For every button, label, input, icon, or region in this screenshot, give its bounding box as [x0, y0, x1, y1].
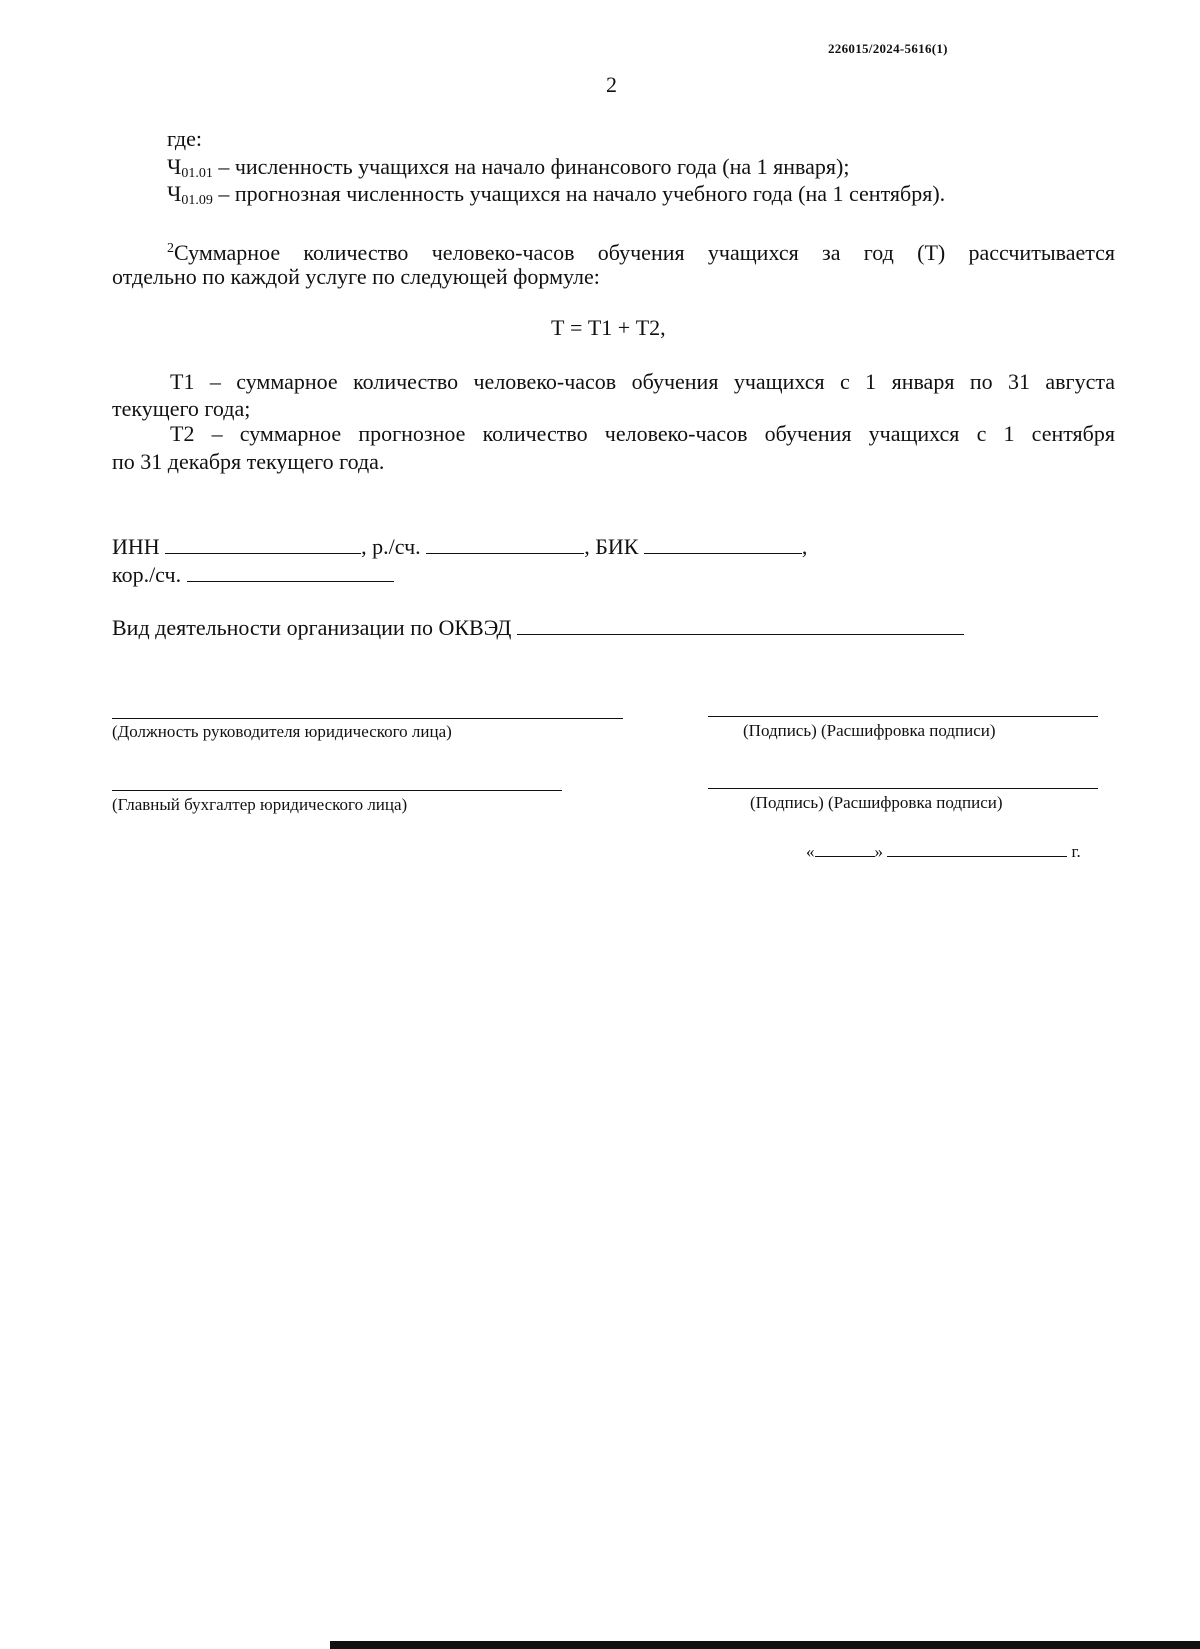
account-label: , р./сч.	[361, 534, 421, 559]
where-label: где:	[167, 126, 202, 151]
definition-subscript: 01.01	[181, 166, 213, 181]
accountant-signature-line[interactable]	[708, 788, 1098, 789]
definition-subscript: 01.09	[181, 193, 213, 208]
term-t2-line-1: Т2 – суммарное прогнозное количество человеко-часов обучения учащихся с 1 сентября	[170, 421, 1115, 446]
okved-label: Вид деятельности организации по ОКВЭД	[112, 615, 512, 640]
okved-field[interactable]	[517, 616, 964, 635]
date-line	[806, 842, 1081, 862]
term-t2-line-2: по 31 декабря текущего года.	[112, 449, 385, 474]
accountant-signature-caption: (Подпись) (Расшифровка подписи)	[750, 793, 1003, 812]
corr-account-field[interactable]	[187, 563, 394, 582]
account-field[interactable]	[426, 535, 584, 554]
corr-account-label: кор./сч.	[112, 562, 182, 587]
day-field[interactable]	[815, 842, 875, 857]
bik-field[interactable]	[644, 535, 802, 554]
definition-text: – численность учащихся на начало финансового года (на 1 января);	[212, 154, 850, 179]
bank-details-line	[112, 533, 807, 561]
footnote-line-2: отдельно по каждой услуге по следующей формуле:	[112, 264, 600, 289]
accountant-line[interactable]	[112, 790, 562, 791]
date-open-quote: «	[806, 842, 815, 861]
definition-text: – прогнозная численность учащихся на начало учебного года (на 1 сентября).	[212, 181, 946, 206]
trailing-comma: ,	[801, 534, 808, 559]
scan-edge-bar	[330, 1641, 1200, 1649]
date-close-quote: »	[874, 842, 883, 861]
definition-symbol: Ч	[167, 181, 182, 206]
term-t1-line-1: Т1 – суммарное количество человеко-часов обучения учащихся с 1 января по 31 августа	[170, 369, 1115, 394]
footnote-text: Суммарное количество человеко-часов обучения учащихся за год (Т) рассчитывается	[174, 240, 1115, 265]
head-position-caption: (Должность руководителя юридического лица)	[112, 722, 452, 741]
footnote-marker: 2	[167, 241, 174, 256]
month-field[interactable]	[887, 842, 1067, 857]
document-id: 226015/2024-5616(1)	[828, 41, 948, 56]
bik-label: , БИК	[584, 534, 639, 559]
corr-account-line	[112, 561, 394, 589]
definition-item-2	[167, 180, 945, 215]
year-suffix: г.	[1071, 842, 1081, 861]
formula: Т = Т1 + Т2,	[551, 315, 666, 340]
okved-line	[112, 614, 964, 642]
page-number: 2	[606, 72, 617, 97]
head-position-line[interactable]	[112, 718, 623, 719]
inn-label: ИНН	[112, 534, 160, 559]
definition-symbol: Ч	[167, 154, 182, 179]
accountant-caption: (Главный бухгалтер юридического лица)	[112, 795, 408, 814]
head-signature-line[interactable]	[708, 716, 1098, 717]
inn-field[interactable]	[165, 535, 361, 554]
head-signature-caption: (Подпись) (Расшифровка подписи)	[743, 721, 996, 740]
term-t1-line-2: текущего года;	[112, 396, 251, 421]
